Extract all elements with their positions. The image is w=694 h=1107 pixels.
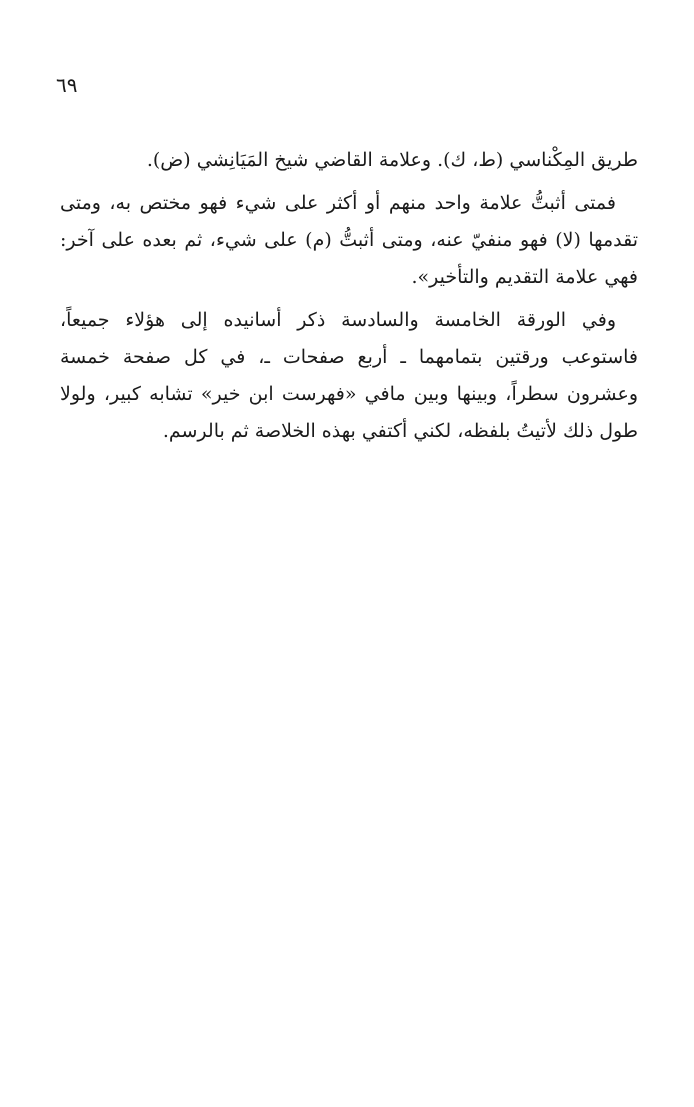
page-number: ٦٩ [56, 73, 78, 97]
body-text [60, 142, 638, 456]
paragraph-1: طريق المِكْناسي (ط، ك). وعلامة القاضي شيخ المَيَانِشي (ض). [146, 149, 638, 171]
paragraph-3: وفي الورقة الخامسة والسادسة ذكر أسانيده إلى هؤلاء جميعاً، فاستوعب ورقتين بتمامهما ـ أربع صفحات ـ، في كل صفحة خمسة وعشرون سطراً، وبينها وبين مافي «فهرست ابن خير» تشابه كبير، ولولا طول ذلك لأتيتُ بلفظه، لكني أكتفي بهذه الخلاصة ثم بالرسم. [60, 309, 638, 442]
paragraph-2: فمتى أثبتُّ علامة واحد منهم أو أكثر على شيء فهو مختص به، ومتى تقدمها (لا) فهو منفيّ عنه، ومتى أثبتُّ (م) على شيء، ثم بعده على آخر: فهي علامة التقديم والتأخير». [60, 192, 638, 288]
